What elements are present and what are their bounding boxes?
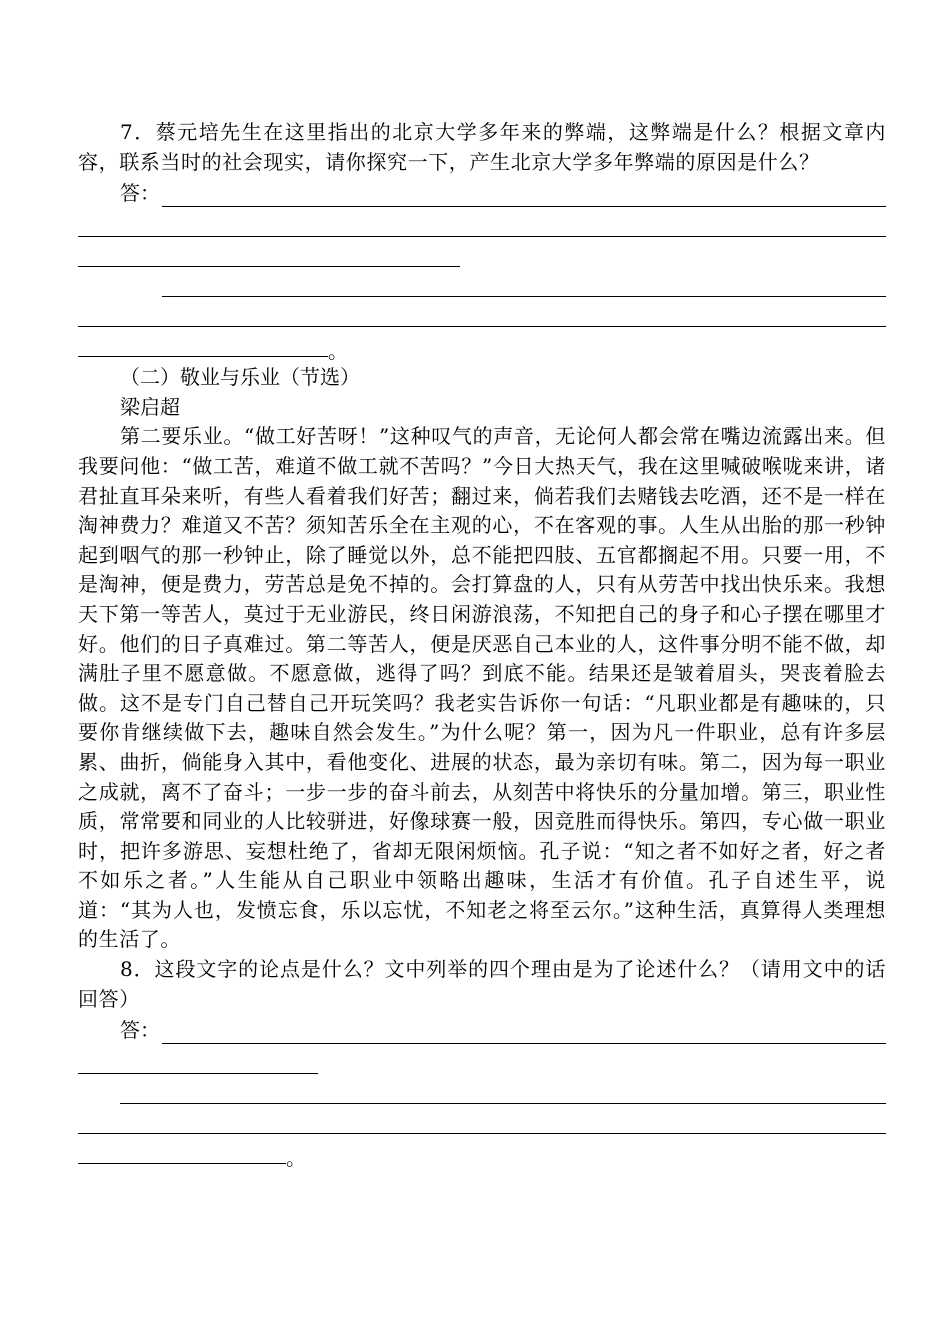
- q7-answer-row-5: [78, 299, 886, 329]
- answer-line[interactable]: [162, 206, 886, 207]
- worksheet-page: [78, 118, 886, 1171]
- q8-end-mark: 。: [286, 1146, 306, 1171]
- section-author: 梁启超: [120, 394, 180, 419]
- q7-answer-row-1: [78, 179, 886, 209]
- answer-line[interactable]: [162, 1043, 886, 1044]
- answer-line[interactable]: [78, 1133, 886, 1134]
- q7-answer-row-4: [78, 269, 886, 299]
- q8-answer-row-1: [78, 1016, 886, 1046]
- question-8: 8．这段文字的论点是什么？文中列举的四个理由是为了论述什么？（请用文中的话回答）: [78, 957, 886, 1011]
- q7-end-mark: 。: [328, 339, 348, 364]
- passage-body: 第二要乐业。“做工好苦呀！”这种叹气的声音，无论何人都会常在嘴边流露出来。但我要问他：“做工苦，难道不做工就不苦吗？”今日大热天气，我在这里喊破喉咙来讲，诸君扯直耳朵来听，有些人看着我们好苦；翻过来，倘若我们去赌钱去吃酒，还不是一样在淘神费力？难道又不苦？须知苦乐全在主观的心，不在客观的事。人生从出胎的那一秒钟起到咽气的那一秒钟止，除了睡觉以外，总不能把四肢、五官都搁起不用。只要一用，不是淘神，便是费力，劳苦总是免不掉的。会打算盘的人，只有从劳苦中找出快乐来。我想天下第一等苦人，莫过于无业游民，终日闲游浪荡，不知把自己的身子和心子摆在哪里才好。他们的日子真难过。第二等苦人，便是厌恶自己本业的人，这件事分明不能不做，却满肚子里不愿意做。不愿意做，逃得了吗？到底不能。结果还是皱着眉头，哭丧着脸去做。这不是专门自己替自己开玩笑吗？我老实告诉你一句话：“凡职业都是有趣味的，只要你肯继续做下去，趣味自然会发生。”为什么呢？第一，因为凡一件职业，总有许多层累、曲折，倘能身入其中，看他变化、进展的状态，最为亲切有味。第二，因为每一职业之成就，离不了奋斗；一步一步的奋斗前去，从刻苦中将快乐的分量加增。第三，职业性质，常常要和同业的人比较骈进，好像球赛一般，因竞胜而得快乐。第四，专心做一职业时，把许多游思、妄想杜绝了，省却无限闲烦恼。孔子说：“知之者不如好之者，好之者不如乐之者。”人生能从自己职业中领略出趣味，生活才有价值。孔子自述生平，说道：“其为人也，发愤忘食，乐以忘忧，不知老之将至云尔。”这种生活，真算得人类理想的生活了。: [78, 424, 886, 952]
- answer-line[interactable]: [120, 1103, 886, 1104]
- q8-answer-row-3: [78, 1076, 886, 1106]
- q8-answer-row-5: [78, 1136, 886, 1171]
- q7-answer-label: 答：: [120, 181, 160, 206]
- q7-answer-row-3: [78, 239, 886, 269]
- answer-line[interactable]: [78, 1163, 286, 1164]
- answer-line[interactable]: [78, 356, 328, 357]
- answer-line[interactable]: [78, 236, 886, 237]
- q8-answer-row-2: [78, 1046, 886, 1076]
- section-title: （二）敬业与乐业（节选）: [120, 365, 360, 390]
- question-7: 7．蔡元培先生在这里指出的北京大学多年来的弊端，这弊端是什么？根据文章内容，联系当时的社会现实，请你探究一下，产生北京大学多年弊端的原因是什么？: [78, 120, 886, 174]
- q7-answer-row-2: [78, 209, 886, 239]
- answer-line[interactable]: [78, 326, 886, 327]
- q8-answer-label: 答：: [120, 1018, 160, 1043]
- answer-line[interactable]: [78, 1073, 318, 1074]
- q7-answer-row-6: [78, 329, 886, 364]
- q8-answer-row-4: [78, 1106, 886, 1136]
- answer-line[interactable]: [162, 296, 886, 297]
- answer-line[interactable]: [78, 266, 460, 267]
